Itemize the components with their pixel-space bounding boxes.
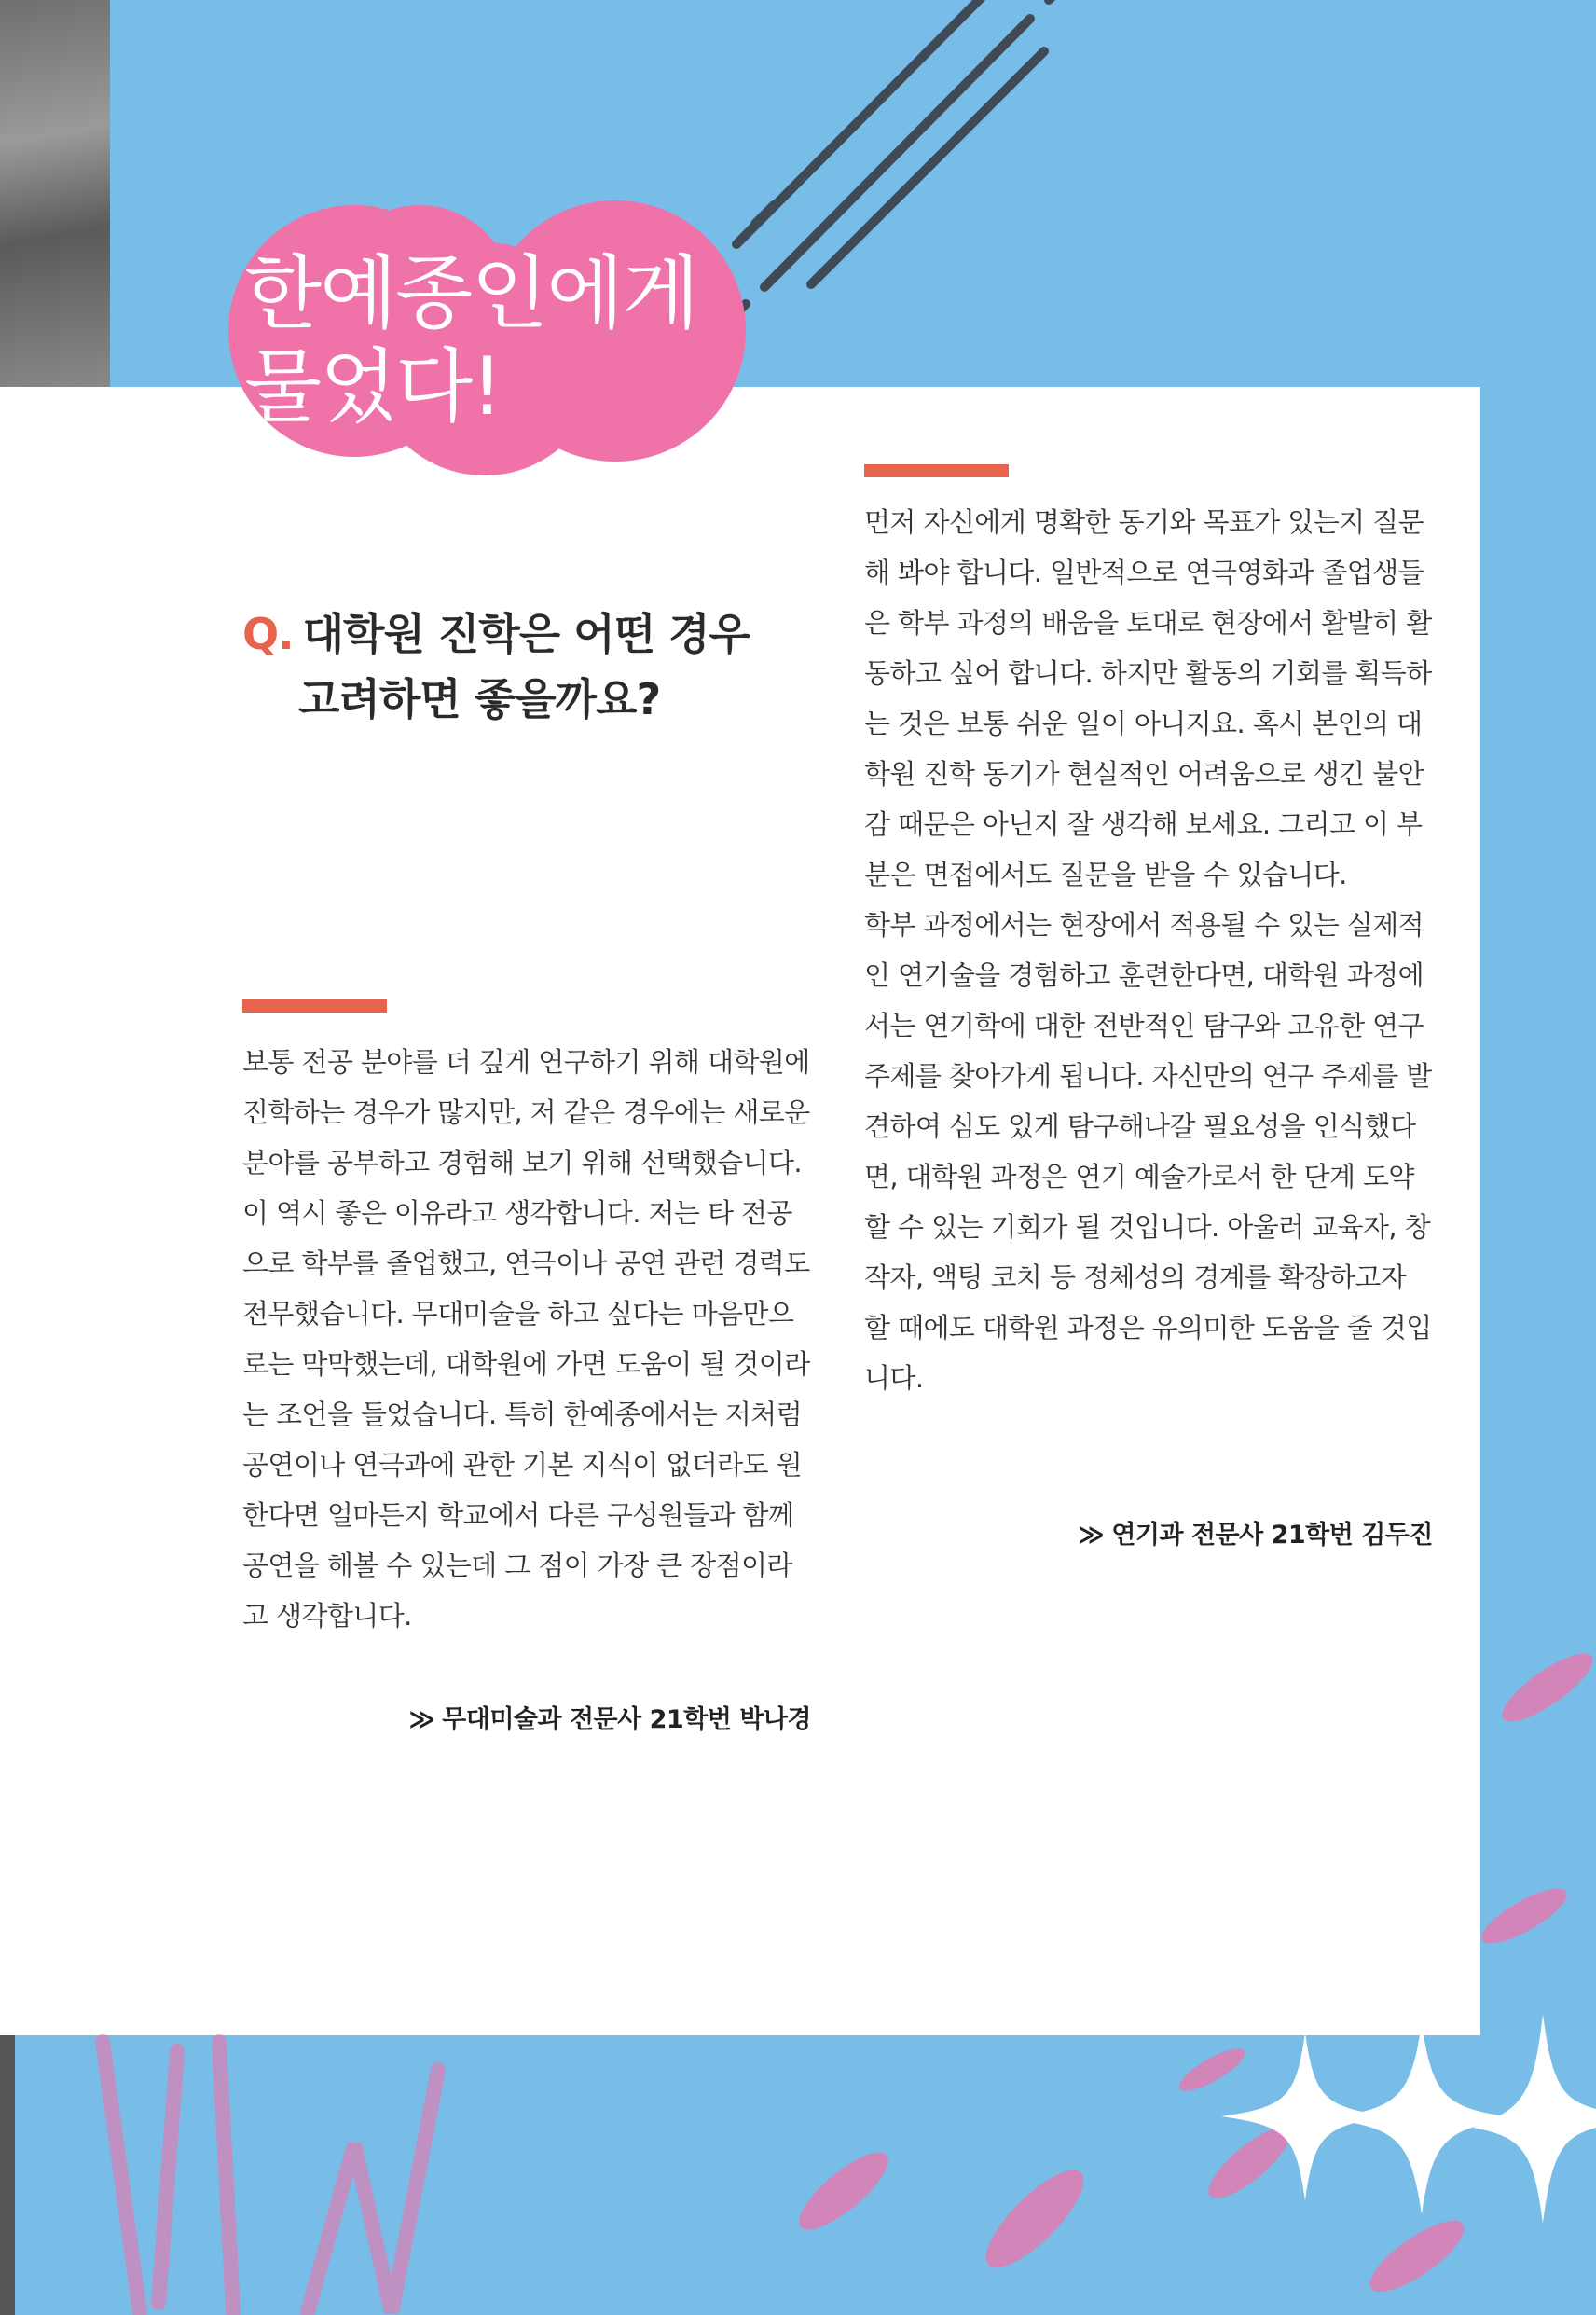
question-text-1: 대학원 진학은 어떤 경우 (302, 609, 750, 659)
accent-bar-right (864, 464, 1009, 477)
title-line: 한예종인에게 (244, 247, 698, 340)
answer-2-body (864, 497, 1433, 1403)
question-mark: Q. (242, 609, 294, 659)
question-heading (242, 601, 750, 732)
sparkle-stars (1221, 2014, 1596, 2224)
byline-text: 무대미술과 전문사 21학번 박나경 (442, 1705, 811, 1734)
byline-arrow-icon: ≫ (408, 1705, 435, 1734)
answer-1-body (242, 1037, 811, 1641)
answer-paragraph: 먼저 자신에게 명확한 동기와 목표가 있는지 질문해 봐야 합니다. 일반적으로 연극영화과 졸업생들은 학부 과정의 배움을 토대로 현장에서 활발히 활동하고 싶어 합니다. 하지만 활동의 기회를 획득하는 것은 보통 쉬운 일이 아니지요. 혹시 본인의 대학원 진학 동기가 현실적인 어려움으로 생긴 불안감 때문은 아닌지 잘 생각해 보세요. 그리고 이 부분은 면접에서도 질문을 받을 수 있습니다. (864, 506, 1432, 890)
byline-arrow-icon: ≫ (1078, 1521, 1105, 1550)
answer-paragraph: 보통 전공 분야를 더 깊게 연구하기 위해 대학원에 진학하는 경우가 많지만, 저 같은 경우에는 새로운 분야를 공부하고 경험해 보기 위해 선택했습니다. 이 역시 좋은 이유라고 생각합니다. 저는 타 전공으로 학부를 졸업했고, 연극이나 공연 관련 경력도 전무했습니다. 무대미술을 하고 싶다는 마음만으로는 막막했는데, 대학원에 가면 도움이 될 것이라는 조언을 들었습니다. 특히 한예종에서는 저처럼 공연이나 연극과에 관한 기본 지식이 없더라도 원한다면 얼마든지 학교에서 다른 구성원들과 함께 공연을 해볼 수 있는데 그 점이 가장 큰 장점이라고 생각합니다. (242, 1046, 810, 1632)
question-text-2: 고려하면 좋을까요? (298, 674, 661, 724)
question-line (242, 601, 750, 667)
answer-1-byline (242, 1699, 811, 1735)
page-title (244, 247, 697, 434)
byline-text: 연기과 전문사 21학번 김두진 (1111, 1521, 1433, 1550)
answer-2-byline (864, 1514, 1433, 1550)
background-photo-edge (0, 2033, 15, 2315)
title-line: 물었다! (244, 340, 502, 434)
answer-paragraph: 학부 과정에서는 현장에서 적용될 수 있는 실제적인 연기술을 경험하고 훈련한다면, 대학원 과정에서는 연기학에 대한 전반적인 탐구와 고유한 연구 주제를 찾아가게 됩니다. 자신만의 연구 주제를 발견하여 심도 있게 탐구해나갈 필요성을 인식했다면, 대학원 과정은 연기 예술가로서 한 단계 도약할 수 있는 기회가 될 것입니다. 아울러 교육자, 창작자, 액팅 코치 등 정체성의 경계를 확장하고자 할 때에도 대학원 과정은 유의미한 도움을 줄 것입니다. (864, 909, 1432, 1394)
background-photo (0, 0, 110, 392)
pink-scribble (103, 2042, 438, 2312)
accent-bar-left (242, 999, 387, 1013)
